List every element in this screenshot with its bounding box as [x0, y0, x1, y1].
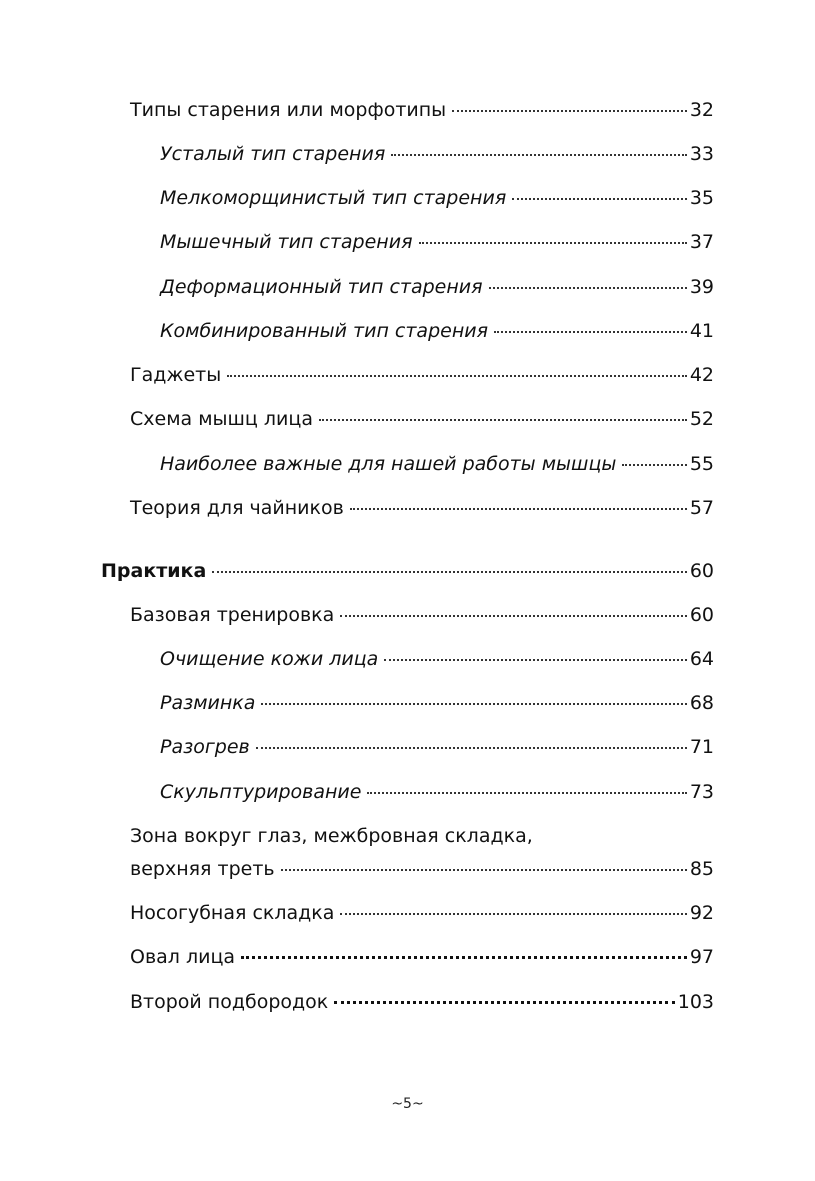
toc-entry-page: 85 [689, 858, 714, 880]
toc-entry-page: 60 [689, 560, 714, 582]
dot-leader [494, 331, 687, 333]
toc-entry-page: 92 [689, 902, 714, 924]
toc-entry[interactable] [130, 97, 714, 123]
toc-entry-page: 60 [689, 604, 714, 626]
toc-entry-title: Второй подбородок [130, 991, 329, 1013]
toc-entry-page: 39 [689, 276, 714, 298]
dot-leader [419, 242, 687, 244]
dot-leader [261, 703, 686, 705]
toc-entry[interactable] [160, 646, 714, 672]
toc-entry-title: Базовая тренировка [130, 604, 335, 626]
dot-leader [367, 792, 686, 794]
dot-leader [227, 375, 687, 377]
toc-entry-page: 35 [689, 187, 714, 209]
dot-leader [350, 508, 687, 510]
toc-entry[interactable] [130, 495, 714, 521]
toc-section-entry[interactable] [101, 558, 714, 584]
toc-entry-title: Разминка [160, 692, 256, 714]
dot-leader [334, 1001, 674, 1004]
toc-entry-page: 52 [689, 408, 714, 430]
toc-entry-title: Гаджеты [130, 364, 222, 386]
dot-leader [281, 869, 687, 871]
toc-entry-title: Овал лица [130, 946, 236, 968]
toc-entry-page: 41 [689, 320, 714, 342]
toc-entry-page: 55 [689, 453, 714, 475]
dot-leader [452, 110, 687, 112]
toc-entry-title: Мышечный тип старения [160, 231, 413, 253]
toc-entry-page: 97 [689, 946, 714, 968]
toc-entry-title: Мелкоморщинистый тип старения [160, 187, 507, 209]
toc-entry-page: 57 [689, 497, 714, 519]
toc-entry[interactable] [160, 779, 714, 805]
toc-entry-title: Усталый тип старения [160, 143, 386, 165]
toc-entry-title: Скульптурирование [160, 781, 362, 803]
toc-entry[interactable] [130, 900, 714, 926]
toc-entry[interactable] [160, 451, 714, 477]
dot-leader [384, 659, 687, 661]
dot-leader [512, 198, 687, 200]
dot-leader [340, 913, 686, 915]
toc-entry-title: Носогубная складка [130, 902, 335, 924]
toc-entry[interactable] [130, 989, 714, 1015]
toc-entry-title: Практика [101, 560, 207, 582]
toc-entry-title: Наиболее важные для нашей работы мышцы [160, 453, 617, 475]
toc-entry-page: 64 [689, 648, 714, 670]
page-number: ~5~ [391, 1096, 424, 1112]
toc-entry[interactable] [130, 856, 714, 882]
toc-entry[interactable] [160, 141, 714, 167]
dot-leader [319, 419, 687, 421]
toc-entry-page: 37 [689, 231, 714, 253]
toc-entry[interactable] [130, 944, 714, 970]
toc-entry-page: 32 [689, 99, 714, 121]
dot-leader [256, 747, 687, 749]
dot-leader [340, 615, 687, 617]
toc-entry-page: 71 [689, 736, 714, 758]
toc-entry[interactable] [130, 406, 714, 432]
toc-entry[interactable] [160, 734, 714, 760]
toc-entry-title-line1: Зона вокруг глаз, межбровная складка, [130, 825, 533, 847]
toc-entry-title: Очищение кожи лица [160, 648, 379, 670]
dot-leader [622, 464, 686, 466]
toc-entry-page: 73 [689, 781, 714, 803]
toc-entry[interactable] [130, 602, 714, 628]
toc-entry-title: Деформационный тип старения [160, 276, 483, 298]
dot-leader [391, 154, 687, 156]
toc-entry[interactable] [160, 229, 714, 255]
toc-entry-page: 42 [689, 364, 714, 386]
toc-entry-title: Типы старения или морфотипы [130, 99, 447, 121]
toc-entry[interactable] [160, 690, 714, 716]
toc-entry-page: 68 [689, 692, 714, 714]
toc-entry[interactable] [160, 185, 714, 211]
toc-entry-title: верхняя треть [130, 858, 275, 880]
toc-entry-title: Комбинированный тип старения [160, 320, 489, 342]
dot-leader [212, 571, 687, 573]
dot-leader [241, 956, 687, 959]
toc-entry-title: Теория для чайников [130, 497, 344, 519]
dot-leader [489, 287, 687, 289]
toc-entry-title: Схема мышц лица [130, 408, 313, 430]
toc-entry-page: 33 [689, 143, 714, 165]
toc-entry[interactable] [160, 274, 714, 300]
toc-entry-page: 103 [677, 991, 714, 1013]
toc-entry[interactable] [130, 362, 714, 388]
toc-entry[interactable] [160, 318, 714, 344]
toc-entry-title: Разогрев [160, 736, 250, 758]
